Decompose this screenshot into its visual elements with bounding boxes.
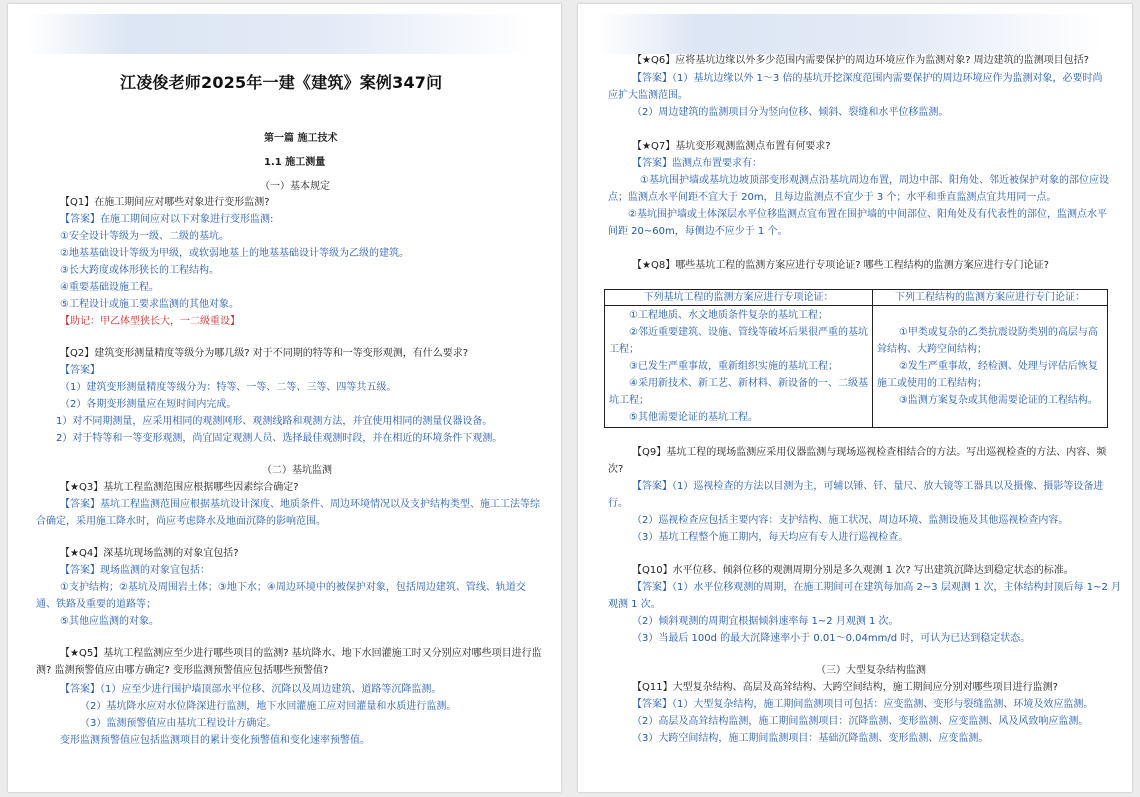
answer-q6-line: 【答案】（1）基坑边缘以外 1～3 倍的基坑开挖深度范围内需要保护的周边环境应作为监测对象，必要时尚 xyxy=(632,73,1103,84)
table-cell xyxy=(872,306,1107,428)
document-page-right xyxy=(578,4,1132,792)
table-cell-line: 坑工程； xyxy=(609,395,649,406)
answer-q10-line: 观测 1 次。 xyxy=(608,599,661,610)
subsection-heading: （一）基本规定 xyxy=(260,181,330,192)
answer-q1-item: ③长大跨度或体形狭长的工程结构。 xyxy=(60,265,219,276)
answer-q3-line: 【答案】基坑工程监测范围应根据基坑设计深度、地质条件、周边环境情况以及支护结构类型、施工工法等综 xyxy=(60,499,540,510)
answer-q7-line: 点；监测点水平间距不宜大于 20m，且每边监测点不宜少于 3 个；水平和垂直监测点宜共用同一点。 xyxy=(608,192,1057,203)
answer-q9-line: （2）巡视检查应包括主要内容：支护结构、施工状况、周边环境、监测设施及其他巡视检查内容。 xyxy=(632,515,1069,526)
answer-q9-line: 行。 xyxy=(608,498,628,509)
question-q9: 【Q9】基坑工程的现场监测应采用仪器监测与现场巡视检查相结合的方法。写出巡视检查的方法、内容、频 xyxy=(632,447,1107,458)
page-header-banner xyxy=(28,14,533,54)
table-cell-line: 耸结构、大跨空间结构； xyxy=(876,344,987,355)
answer-q10-line: （2）倾斜观测的周期宜根据倾斜速率每 1~2 月观测 1 次。 xyxy=(632,616,899,627)
answer-q2-line: （2）各期变形测量应在短时间内完成。 xyxy=(60,399,237,410)
answer-q7-line: ②基坑围护墙或土体深层水平位移监测点宜布置在围护墙的中间部位、阳角处及有代表性的部位，监测点水平 xyxy=(628,209,1107,220)
answer-q11-line: 【答案】（1）大型复杂结构，施工期间监测项目可包括：应变监测、变形与裂缝监测、环境及效应监测。 xyxy=(632,699,1094,710)
answer-q7-intro: 【答案】监测点布置要求有： xyxy=(632,158,762,169)
question-q7: 【★Q7】基坑变形观测监测点布置有何要求? xyxy=(632,141,831,152)
answer-q4-line: 通、铁路及重要的道路等； xyxy=(36,599,156,610)
answer-q2-line: （1）建筑变形测量精度等级分为：特等、一等、二等、三等、四等共五级。 xyxy=(60,382,397,393)
answer-q9-line: （3）基坑工程整个施工期内，每天均应有专人进行巡视检查。 xyxy=(632,532,909,543)
table-cell-line: 工程； xyxy=(609,344,639,355)
question-q1: 【Q1】在施工期间应对哪些对象进行变形监测? xyxy=(60,197,270,208)
answer-q2-label: 【答案】 xyxy=(60,365,100,376)
answer-q4-intro: 【答案】现场监测的对象宜包括： xyxy=(60,565,210,576)
mnemonic-note: 【助记：甲乙体型狭长大，一二级重设】 xyxy=(60,316,240,327)
question-q5: 测? 监测预警值应由哪方确定? 变形监测预警值应包括哪些预警值? xyxy=(36,665,329,676)
answer-q1-item: ②地基基础设计等级为甲级，或软弱地基上的地基基础设计等级为乙级的建筑。 xyxy=(60,248,409,259)
question-q6: 【★Q6】应将基坑边缘以外多少范围内需要保护的周边环境应作为监测对象? 周边建筑的监测项目包括? xyxy=(632,55,1089,66)
question-q11: 【Q11】大型复杂结构、高层及高耸结构、大跨空间结构，施工期间应分别对哪些项目进行监测? xyxy=(632,682,1058,693)
subsection-heading: （三）大型复杂结构监测 xyxy=(816,665,926,676)
table-header: 下列基坑工程的监测方案应进行专项论证： xyxy=(605,290,873,306)
answer-q9-line: 【答案】（1）巡视检查的方法以目测为主，可辅以锤、钎、量尺、放大镜等工器具以及摄像、摄影等设备进 xyxy=(632,481,1104,492)
table-cell xyxy=(605,306,873,428)
question-q2: 【Q2】建筑变形测量精度等级分为哪几级? 对于不同期的特等和一等变形观测，有什么要求? xyxy=(60,348,469,359)
table-cell-line: 施工或使用的工程结构； xyxy=(876,378,987,389)
answer-q5-line: 【答案】（1）应至少进行围护墙顶部水平位移、沉降以及周边建筑、道路等沉降监测。 xyxy=(60,684,442,695)
answer-q1-intro: 【答案】在施工期间应对以下对象进行变形监测: xyxy=(60,214,274,225)
answer-q1-item: ④重要基础设施工程。 xyxy=(60,282,159,293)
answer-q10-line: （3）当最后 100d 的最大沉降速率小于 0.01～0.04mm/d 时，可认为已达到稳定状态。 xyxy=(632,633,1031,644)
document-page-left xyxy=(8,4,561,792)
table-cell-line: ②邻近重要建筑、设施、管线等破坏后果很严重的基坑 xyxy=(629,327,868,338)
answer-q5-line: （3）监测预警值应由基坑工程设计方确定。 xyxy=(80,718,277,729)
table-cell-line: ④采用新技术、新工艺、新材料、新设备的一、二级基 xyxy=(629,378,868,389)
answer-q1-item: ⑤工程设计或施工要求监测的其他对象。 xyxy=(60,299,239,310)
table-cell-line: ②发生严重事故，经检测、处理与评估后恢复 xyxy=(898,361,1098,372)
answer-q6-line: 应扩大监测范围。 xyxy=(608,90,688,101)
monitoring-plan-table xyxy=(604,289,1108,428)
answer-q4-line: ①支护结构；②基坑及周围岩土体；③地下水；④周边环境中的被保护对象，包括周边建筑、管线、轨道交 xyxy=(60,582,526,593)
answer-q11-line: （3）大跨空间结构，施工期间监测项目：基础沉降监测、变形监测、应变监测。 xyxy=(632,733,989,744)
part-heading: 第一篇 施工技术 xyxy=(264,133,338,144)
answer-q11-line: （2）高层及高耸结构监测，施工期间监测项目：沉降监测、变形监测、应变监测、风及风致响应监测。 xyxy=(632,716,1089,727)
table-cell-line: ①工程地质、水文地质条件复杂的基坑工程； xyxy=(629,310,828,321)
answer-q2-line: 1）对不同期测量，应采用相同的观测网形、观测线路和观测方法，并宜使用相同的测量仪器设备。 xyxy=(56,416,493,427)
question-q10: 【Q10】水平位移、倾斜位移的观测周期分别是多久观测 1 次? 写出建筑沉降达到稳定状态的标准。 xyxy=(632,565,1074,576)
section-heading: 1.1 施工测量 xyxy=(264,157,326,168)
question-q5: 【★Q5】基坑工程监测应至少进行哪些项目的监测? 基坑降水、地下水回灌施工时又分别应对哪些项目进行监 xyxy=(60,648,542,659)
document-title: 江凌俊老师2025年一建《建筑》案例347问 xyxy=(120,73,443,92)
question-q3: 【★Q3】基坑工程监测范围应根据哪些因素综合确定? xyxy=(60,482,299,493)
table-cell-line: ⑤其他需要论证的基坑工程。 xyxy=(629,412,758,423)
answer-q2-line: 2）对于特等和一等变形观测，尚宜固定观测人员、选择最佳观测时段，并在相近的环境条件下观测。 xyxy=(56,433,503,444)
answer-q10-line: 【答案】（1）水平位移观测的周期，在施工期间可在建筑每加高 2~3 层观测 1 次，主体结构封顶后每 1~2 月 xyxy=(632,582,1122,593)
answer-q7-line: 间距 20~60m，每侧边不应少于 1 个。 xyxy=(608,226,788,237)
subsection-heading: （二）基坑监测 xyxy=(262,465,332,476)
answer-q5-line: 变形监测预警值应包括监测项目的累计变化预警值和变化速率预警值。 xyxy=(60,735,370,746)
question-q4: 【★Q4】深基坑现场监测的对象宜包括? xyxy=(60,548,239,559)
question-q9: 次? xyxy=(608,464,624,475)
answer-q7-line: ①基坑围护墙或基坑边坡顶部变形观测点沿基坑周边布置，周边中部、阳角处、邻近被保护对象的部位应设 xyxy=(640,175,1109,186)
answer-q6-line: （2）周边建筑的监测项目分为竖向位移、倾斜、裂缝和水平位移监测。 xyxy=(632,107,949,118)
table-cell-line: ③已发生严重事故，重新组织实施的基坑工程； xyxy=(629,361,838,372)
answer-q5-line: （2）基坑降水应对水位降深进行监测，地下水回灌施工应对回灌量和水质进行监测。 xyxy=(80,701,457,712)
answer-q3-line: 合确定，采用施工降水时，尚应考虑降水及地面沉降的影响范围。 xyxy=(36,516,326,527)
table-header: 下列工程结构的监测方案应进行专门论证： xyxy=(872,290,1107,306)
table-cell-line: ①甲类或复杂的乙类抗震设防类别的高层与高 xyxy=(898,327,1098,338)
answer-q1-item: ①安全设计等级为一级、二级的基坑。 xyxy=(60,231,229,242)
table-cell-line: ③监测方案复杂或其他需要论证的工程结构。 xyxy=(898,395,1098,406)
answer-q4-line: ⑤其他应监测的对象。 xyxy=(60,616,159,627)
page-header-banner xyxy=(598,14,1103,54)
question-q8: 【★Q8】哪些基坑工程的监测方案应进行专项论证? 哪些工程结构的监测方案应进行专门论证? xyxy=(632,260,1049,271)
